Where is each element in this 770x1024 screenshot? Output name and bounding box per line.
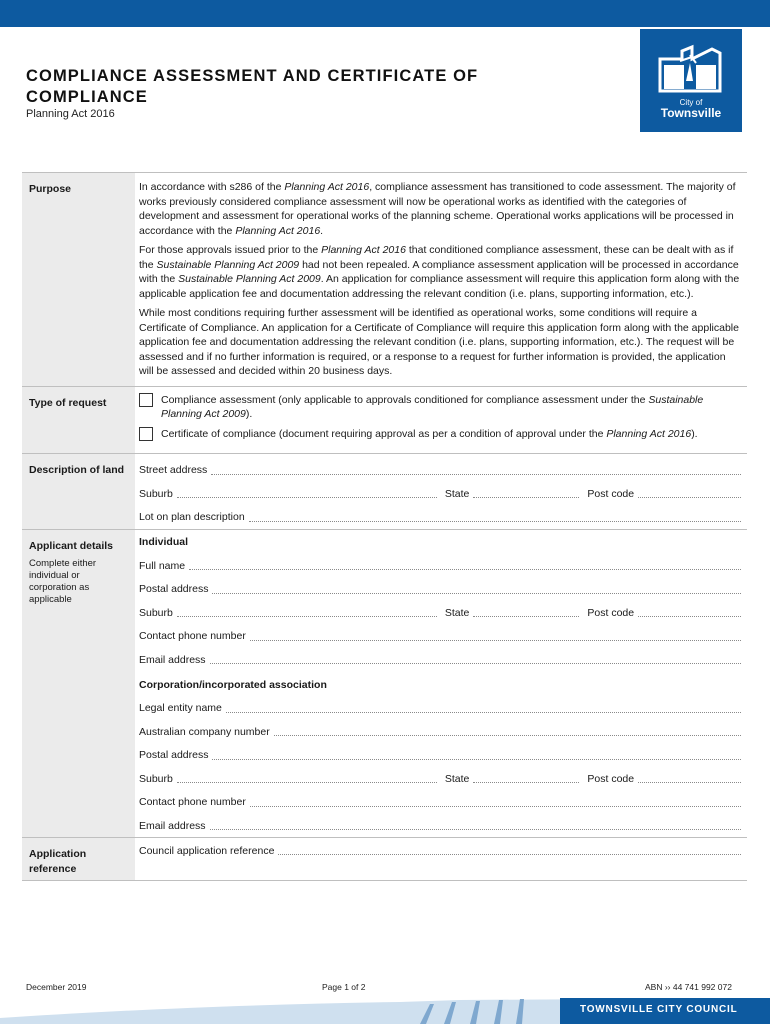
field-label: Legal entity name (139, 702, 222, 714)
certificate-checkbox[interactable] (139, 427, 153, 441)
townsville-logo (640, 29, 742, 132)
field-label: Post code (587, 772, 635, 785)
council-name: TOWNSVILLE CITY COUNCIL (580, 1004, 738, 1015)
compliance-assessment-option[interactable] (139, 393, 741, 422)
company-number-field[interactable] (139, 716, 741, 740)
corp-contact-phone-field[interactable] (139, 786, 741, 810)
application-form (22, 172, 747, 881)
purpose-paragraph-3: While most conditions requiring further assessment will be identified as operational works, some conditions will require a Certificate of Compliance. An application for a Certificate of Compliance will require this application form along with the applicable application fee and documentation addressing the relevant condition (i.e. plans, supporting information, etc.). The request will be assessed and if no further information is required, or a response to a request for further information is provided, the application will be assessed and decided within 20 business days. (139, 307, 739, 377)
act-name: Planning Act 2016 (235, 224, 321, 237)
purpose-text: , compliance assessment has transitioned to code assessment. The majority of works previously considered compliance assessment will now be operational works as identified with the categories of development and assessment for operational works of the planning scheme. Operational works applications will be processed in accordance with the (139, 181, 736, 237)
contact-phone-line[interactable] (250, 630, 741, 641)
land-label: Description of land (29, 464, 125, 476)
field-label: Contact phone number (139, 796, 246, 808)
corp-email-field[interactable] (139, 810, 741, 834)
purpose-paragraph-1 (139, 180, 741, 238)
postal-address-line[interactable] (212, 583, 741, 594)
field-label: Postal address (139, 583, 209, 595)
reference-label: Application reference (29, 848, 87, 875)
individual-heading: Individual (139, 536, 189, 548)
page-title: COMPLIANCE ASSESSMENT AND CERTIFICATE OF COMPLIANCE (26, 67, 479, 106)
logo-name-text: Townsville (660, 106, 722, 120)
footer-page-number: Page 1 of 2 (322, 982, 366, 992)
postcode-line[interactable] (638, 487, 741, 498)
purpose-label: Purpose (29, 183, 72, 195)
field-label: Email address (139, 653, 206, 666)
corp-postal-address-field[interactable] (139, 739, 741, 763)
postal-address-line[interactable] (212, 749, 741, 760)
applicant-label: Applicant details (29, 539, 114, 552)
full-name-field[interactable] (139, 550, 741, 574)
suburb-line[interactable] (177, 772, 437, 783)
compliance-assessment-checkbox[interactable] (139, 393, 153, 407)
state-line[interactable] (473, 772, 579, 783)
email-line[interactable] (210, 819, 741, 830)
logo-city-text: City of (679, 98, 703, 107)
purpose-text: had not been repealed. A compliance assessment application will be processed in accordance with the (139, 258, 739, 285)
option-text: ). (691, 427, 698, 440)
field-label: Lot on plan description (139, 511, 245, 523)
request-options (135, 387, 747, 454)
purpose-content (135, 173, 747, 386)
purpose-text: . An application for compliance assessment will require this application form along with the applicable application fee and documentation addressing the relevant condition (i.e. plans, supporting information, etc.). (139, 273, 740, 300)
purpose-text: In accordance with s286 of the (139, 181, 285, 193)
footer-abn: ABN ›› 44 741 992 072 (645, 982, 732, 992)
postcode-line[interactable] (638, 772, 741, 783)
company-number-line[interactable] (274, 725, 741, 736)
land-label-cell (22, 454, 135, 529)
reference-section (22, 837, 747, 881)
field-label: Post code (587, 606, 635, 619)
act-name: Planning Act 2016 (606, 427, 692, 440)
request-type-section (22, 386, 747, 454)
email-line[interactable] (210, 653, 741, 664)
option-text: ). (245, 408, 253, 420)
postal-address-field[interactable] (139, 573, 741, 597)
land-section (22, 453, 747, 529)
contact-phone-field[interactable] (139, 620, 741, 644)
applicant-section (22, 529, 747, 838)
field-label: Full name (139, 559, 186, 572)
compliance-assessment-text (161, 393, 741, 422)
applicant-note: Complete either individual or corporation as applicable (29, 557, 97, 605)
applicant-label-cell (22, 530, 135, 838)
request-label: Type of request (29, 396, 107, 409)
field-label: Contact phone number (139, 630, 246, 642)
council-reference-line[interactable] (278, 844, 741, 855)
state-line[interactable] (473, 487, 579, 498)
field-label: State (444, 606, 470, 619)
applicant-suburb-row (139, 597, 741, 621)
act-name: Sustainable Planning Act 2009 (178, 273, 321, 285)
field-label: Post code (587, 487, 635, 500)
land-fields (135, 454, 747, 529)
email-field[interactable] (139, 644, 741, 668)
reference-label-cell (22, 838, 135, 880)
purpose-label-cell (22, 173, 135, 386)
lot-on-plan-field[interactable] (139, 501, 741, 525)
field-label: Suburb (139, 772, 173, 785)
purpose-text: . (320, 224, 324, 237)
state-line[interactable] (473, 606, 579, 617)
postcode-line[interactable] (638, 606, 741, 617)
footer-date: December 2019 (26, 982, 87, 992)
suburb-line[interactable] (177, 487, 437, 498)
act-name: Planning Act 2016 (321, 244, 406, 256)
option-text: Certificate of compliance (document requiring approval as per a condition of approval under the (161, 427, 607, 440)
field-label: State (444, 487, 470, 500)
corp-suburb-row (139, 763, 741, 787)
act-name: Sustainable Planning Act 2009 (156, 258, 300, 271)
field-label: Email address (139, 819, 206, 832)
purpose-text: that conditioned compliance assessment, these can be dealt with as if the (139, 244, 734, 271)
option-text: Compliance assessment (only applicable to approvals conditioned for compliance assessment under the (161, 393, 649, 406)
field-label: Australian company number (139, 725, 270, 738)
land-suburb-row (139, 478, 741, 502)
street-address-line[interactable] (211, 464, 741, 475)
request-label-cell (22, 387, 135, 454)
purpose-paragraph-2 (139, 243, 741, 301)
council-reference-field[interactable] (139, 838, 741, 858)
page-subtitle: Planning Act 2016 (26, 108, 115, 120)
field-label: State (444, 772, 470, 785)
field-label: Suburb (139, 606, 173, 619)
contact-phone-line[interactable] (250, 796, 741, 807)
full-name-line[interactable] (189, 559, 741, 570)
lot-on-plan-line[interactable] (249, 511, 741, 522)
field-label: Street address (139, 464, 208, 476)
purpose-section (22, 172, 747, 386)
legal-entity-field[interactable] (139, 692, 741, 716)
applicant-fields (135, 530, 747, 838)
reference-fields (135, 838, 747, 880)
purpose-text: For those approvals issued prior to the (139, 244, 322, 256)
corporation-heading: Corporation/incorporated association (139, 678, 327, 691)
street-address-field[interactable] (139, 454, 741, 478)
field-label: Council application reference (139, 844, 275, 857)
top-brand-bar (0, 0, 770, 27)
act-name: Sustainable Planning Act 2009 (161, 393, 704, 420)
suburb-line[interactable] (177, 606, 437, 617)
field-label: Suburb (139, 487, 173, 500)
field-label: Postal address (139, 749, 209, 761)
legal-entity-line[interactable] (226, 702, 741, 713)
certificate-text (161, 427, 741, 442)
certificate-option[interactable] (139, 427, 741, 442)
act-name: Planning Act 2016 (284, 181, 370, 193)
